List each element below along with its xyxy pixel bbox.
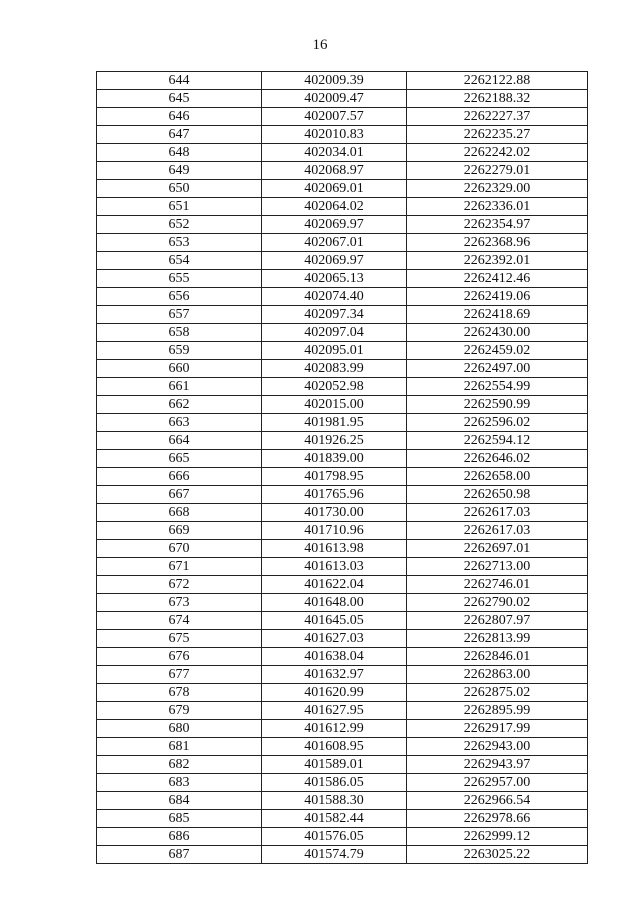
point-number-cell: 681	[97, 738, 262, 756]
point-number-cell: 649	[97, 162, 262, 180]
point-number-cell: 682	[97, 756, 262, 774]
x-coordinate-cell: 402067.01	[262, 234, 407, 252]
x-coordinate-cell: 402009.39	[262, 72, 407, 90]
point-number-cell: 668	[97, 504, 262, 522]
point-number-cell: 683	[97, 774, 262, 792]
x-coordinate-cell: 402097.34	[262, 306, 407, 324]
y-coordinate-cell: 2262966.54	[407, 792, 588, 810]
y-coordinate-cell: 2262617.03	[407, 504, 588, 522]
y-coordinate-cell: 2262943.97	[407, 756, 588, 774]
table-row	[97, 90, 588, 108]
x-coordinate-cell: 402052.98	[262, 378, 407, 396]
x-coordinate-cell: 401582.44	[262, 810, 407, 828]
y-coordinate-cell: 2262497.00	[407, 360, 588, 378]
y-coordinate-cell: 2262813.99	[407, 630, 588, 648]
y-coordinate-cell: 2262459.02	[407, 342, 588, 360]
table-row	[97, 324, 588, 342]
y-coordinate-cell: 2262412.46	[407, 270, 588, 288]
y-coordinate-cell: 2262354.97	[407, 216, 588, 234]
y-coordinate-cell: 2262863.00	[407, 666, 588, 684]
y-coordinate-cell: 2262419.06	[407, 288, 588, 306]
point-number-cell: 676	[97, 648, 262, 666]
table-row	[97, 522, 588, 540]
point-number-cell: 645	[97, 90, 262, 108]
y-coordinate-cell: 2262594.12	[407, 432, 588, 450]
point-number-cell: 671	[97, 558, 262, 576]
table-row	[97, 126, 588, 144]
table-row	[97, 252, 588, 270]
table-row	[97, 486, 588, 504]
table-row	[97, 306, 588, 324]
table-row	[97, 288, 588, 306]
point-number-cell: 679	[97, 702, 262, 720]
table-row	[97, 540, 588, 558]
y-coordinate-cell: 2262336.01	[407, 198, 588, 216]
point-number-cell: 677	[97, 666, 262, 684]
x-coordinate-cell: 401638.04	[262, 648, 407, 666]
point-number-cell: 686	[97, 828, 262, 846]
y-coordinate-cell: 2262658.00	[407, 468, 588, 486]
y-coordinate-cell: 2262713.00	[407, 558, 588, 576]
x-coordinate-cell: 401648.00	[262, 594, 407, 612]
point-number-cell: 644	[97, 72, 262, 90]
y-coordinate-cell: 2263025.22	[407, 846, 588, 864]
x-coordinate-cell: 401574.79	[262, 846, 407, 864]
y-coordinate-cell: 2262807.97	[407, 612, 588, 630]
x-coordinate-cell: 402010.83	[262, 126, 407, 144]
x-coordinate-cell: 402069.01	[262, 180, 407, 198]
y-coordinate-cell: 2262790.02	[407, 594, 588, 612]
y-coordinate-cell: 2262418.69	[407, 306, 588, 324]
point-number-cell: 684	[97, 792, 262, 810]
point-number-cell: 657	[97, 306, 262, 324]
x-coordinate-cell: 401589.01	[262, 756, 407, 774]
table-row	[97, 432, 588, 450]
x-coordinate-cell: 401645.05	[262, 612, 407, 630]
point-number-cell: 662	[97, 396, 262, 414]
x-coordinate-cell: 401798.95	[262, 468, 407, 486]
table-row	[97, 828, 588, 846]
table-row	[97, 144, 588, 162]
point-number-cell: 661	[97, 378, 262, 396]
table-row	[97, 576, 588, 594]
x-coordinate-cell: 401627.03	[262, 630, 407, 648]
x-coordinate-cell: 401576.05	[262, 828, 407, 846]
y-coordinate-cell: 2262392.01	[407, 252, 588, 270]
page-number: 16	[312, 37, 328, 53]
x-coordinate-cell: 401608.95	[262, 738, 407, 756]
table-row	[97, 396, 588, 414]
point-number-cell: 646	[97, 108, 262, 126]
x-coordinate-cell: 401613.03	[262, 558, 407, 576]
table-row	[97, 414, 588, 432]
x-coordinate-cell: 401612.99	[262, 720, 407, 738]
y-coordinate-cell: 2262846.01	[407, 648, 588, 666]
y-coordinate-cell: 2262617.03	[407, 522, 588, 540]
y-coordinate-cell: 2262746.01	[407, 576, 588, 594]
x-coordinate-cell: 402034.01	[262, 144, 407, 162]
point-number-cell: 663	[97, 414, 262, 432]
point-number-cell: 650	[97, 180, 262, 198]
table-row	[97, 846, 588, 864]
table-row	[97, 342, 588, 360]
table-row	[97, 108, 588, 126]
x-coordinate-cell: 401730.00	[262, 504, 407, 522]
y-coordinate-cell: 2262917.99	[407, 720, 588, 738]
point-number-cell: 656	[97, 288, 262, 306]
point-number-cell: 669	[97, 522, 262, 540]
point-number-cell: 666	[97, 468, 262, 486]
table-row	[97, 774, 588, 792]
point-number-cell: 660	[97, 360, 262, 378]
coordinates-table	[96, 71, 588, 864]
x-coordinate-cell: 402083.99	[262, 360, 407, 378]
x-coordinate-cell: 402069.97	[262, 252, 407, 270]
y-coordinate-cell: 2262329.00	[407, 180, 588, 198]
y-coordinate-cell: 2262697.01	[407, 540, 588, 558]
table-row	[97, 162, 588, 180]
x-coordinate-cell: 402064.02	[262, 198, 407, 216]
x-coordinate-cell: 402007.57	[262, 108, 407, 126]
point-number-cell: 659	[97, 342, 262, 360]
point-number-cell: 673	[97, 594, 262, 612]
y-coordinate-cell: 2262188.32	[407, 90, 588, 108]
x-coordinate-cell: 401710.96	[262, 522, 407, 540]
y-coordinate-cell: 2262650.98	[407, 486, 588, 504]
y-coordinate-cell: 2262596.02	[407, 414, 588, 432]
y-coordinate-cell: 2262227.37	[407, 108, 588, 126]
x-coordinate-cell: 401627.95	[262, 702, 407, 720]
point-number-cell: 647	[97, 126, 262, 144]
x-coordinate-cell: 401765.96	[262, 486, 407, 504]
y-coordinate-cell: 2262875.02	[407, 684, 588, 702]
table-row	[97, 612, 588, 630]
point-number-cell: 654	[97, 252, 262, 270]
x-coordinate-cell: 401586.05	[262, 774, 407, 792]
table-row	[97, 666, 588, 684]
point-number-cell: 652	[97, 216, 262, 234]
y-coordinate-cell: 2262943.00	[407, 738, 588, 756]
x-coordinate-cell: 401620.99	[262, 684, 407, 702]
point-number-cell: 680	[97, 720, 262, 738]
x-coordinate-cell: 402065.13	[262, 270, 407, 288]
point-number-cell: 678	[97, 684, 262, 702]
point-number-cell: 675	[97, 630, 262, 648]
y-coordinate-cell: 2262554.99	[407, 378, 588, 396]
point-number-cell: 667	[97, 486, 262, 504]
table-row	[97, 450, 588, 468]
table-row	[97, 756, 588, 774]
point-number-cell: 672	[97, 576, 262, 594]
x-coordinate-cell: 401613.98	[262, 540, 407, 558]
y-coordinate-cell: 2262368.96	[407, 234, 588, 252]
point-number-cell: 665	[97, 450, 262, 468]
point-number-cell: 658	[97, 324, 262, 342]
table-row	[97, 594, 588, 612]
y-coordinate-cell: 2262999.12	[407, 828, 588, 846]
x-coordinate-cell: 401588.30	[262, 792, 407, 810]
x-coordinate-cell: 402009.47	[262, 90, 407, 108]
point-number-cell: 648	[97, 144, 262, 162]
x-coordinate-cell: 401632.97	[262, 666, 407, 684]
x-coordinate-cell: 401981.95	[262, 414, 407, 432]
table-row	[97, 468, 588, 486]
table-row	[97, 720, 588, 738]
y-coordinate-cell: 2262978.66	[407, 810, 588, 828]
y-coordinate-cell: 2262957.00	[407, 774, 588, 792]
table-row	[97, 684, 588, 702]
table-row	[97, 360, 588, 378]
x-coordinate-cell: 401839.00	[262, 450, 407, 468]
y-coordinate-cell: 2262895.99	[407, 702, 588, 720]
y-coordinate-cell: 2262235.27	[407, 126, 588, 144]
table-row	[97, 630, 588, 648]
y-coordinate-cell: 2262646.02	[407, 450, 588, 468]
y-coordinate-cell: 2262430.00	[407, 324, 588, 342]
coordinates-table-body	[97, 72, 588, 864]
y-coordinate-cell: 2262242.02	[407, 144, 588, 162]
table-row	[97, 72, 588, 90]
table-row	[97, 378, 588, 396]
x-coordinate-cell: 402097.04	[262, 324, 407, 342]
x-coordinate-cell: 401926.25	[262, 432, 407, 450]
point-number-cell: 687	[97, 846, 262, 864]
table-row	[97, 270, 588, 288]
table-row	[97, 504, 588, 522]
x-coordinate-cell: 402015.00	[262, 396, 407, 414]
point-number-cell: 655	[97, 270, 262, 288]
point-number-cell: 670	[97, 540, 262, 558]
x-coordinate-cell: 401622.04	[262, 576, 407, 594]
point-number-cell: 653	[97, 234, 262, 252]
point-number-cell: 685	[97, 810, 262, 828]
y-coordinate-cell: 2262590.99	[407, 396, 588, 414]
table-row	[97, 738, 588, 756]
table-row	[97, 792, 588, 810]
y-coordinate-cell: 2262279.01	[407, 162, 588, 180]
table-row	[97, 234, 588, 252]
point-number-cell: 674	[97, 612, 262, 630]
x-coordinate-cell: 402095.01	[262, 342, 407, 360]
y-coordinate-cell: 2262122.88	[407, 72, 588, 90]
x-coordinate-cell: 402074.40	[262, 288, 407, 306]
x-coordinate-cell: 402069.97	[262, 216, 407, 234]
table-row	[97, 198, 588, 216]
table-row	[97, 216, 588, 234]
table-row	[97, 648, 588, 666]
table-row	[97, 702, 588, 720]
table-row	[97, 180, 588, 198]
table-row	[97, 558, 588, 576]
point-number-cell: 651	[97, 198, 262, 216]
table-row	[97, 810, 588, 828]
point-number-cell: 664	[97, 432, 262, 450]
x-coordinate-cell: 402068.97	[262, 162, 407, 180]
